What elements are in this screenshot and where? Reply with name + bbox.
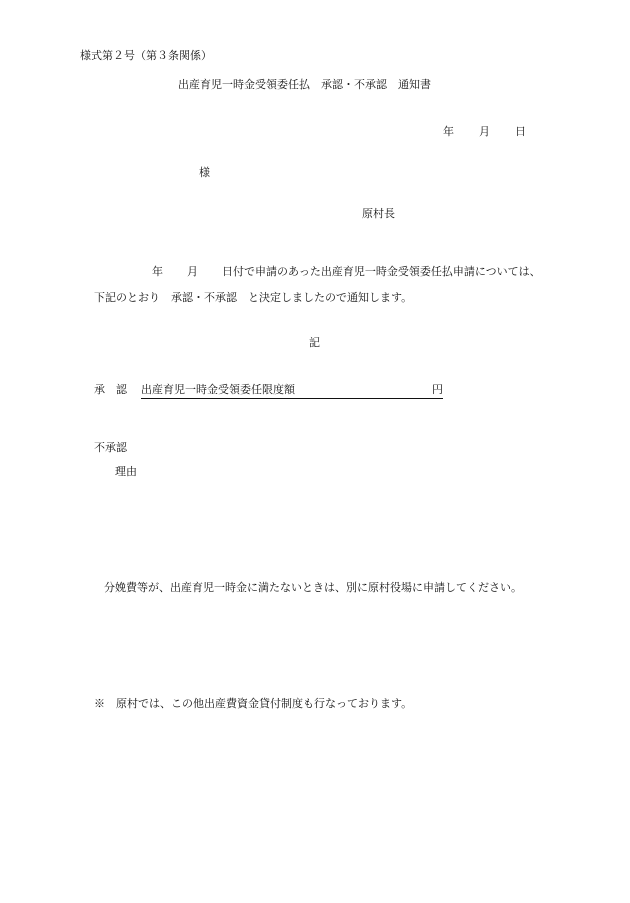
date-year-label: 年 bbox=[443, 125, 454, 138]
body-line-2: 下記のとおり 承認・不承認 と決定しましたので通知します。 bbox=[94, 291, 413, 304]
ki-heading: 記 bbox=[309, 336, 320, 349]
date-month-label: 月 bbox=[479, 125, 490, 138]
delivery-cost-note: 分娩費等が、出産育児一時金に満たないときは、別に原村役場に申請してください。 bbox=[104, 581, 522, 594]
approval-amount-label: 出産育児一時金受領委任限度額 bbox=[141, 383, 295, 396]
loan-system-note: ※ 原村では、この他出産費資金貸付制度も行なっております。 bbox=[94, 697, 413, 710]
body-year-label: 年 bbox=[152, 265, 163, 278]
date-day-label: 日 bbox=[515, 125, 526, 138]
reason-label: 理由 bbox=[115, 465, 137, 478]
approval-label: 承 認 bbox=[94, 383, 127, 396]
recipient-honorific: 様 bbox=[199, 166, 210, 179]
document-title: 出産育児一時金受領委任払 承認・不承認 通知書 bbox=[178, 78, 431, 91]
form-number: 様式第２号（第３条関係） bbox=[80, 49, 212, 62]
body-line-1: 日付で申請のあった出産育児一時金受領委任払申請については、 bbox=[222, 265, 541, 278]
sender-name: 原村長 bbox=[362, 207, 395, 220]
disapproval-label: 不承認 bbox=[94, 441, 127, 454]
approval-currency: 円 bbox=[432, 383, 443, 396]
approval-amount-line bbox=[141, 383, 443, 399]
body-month-label: 月 bbox=[187, 265, 198, 278]
